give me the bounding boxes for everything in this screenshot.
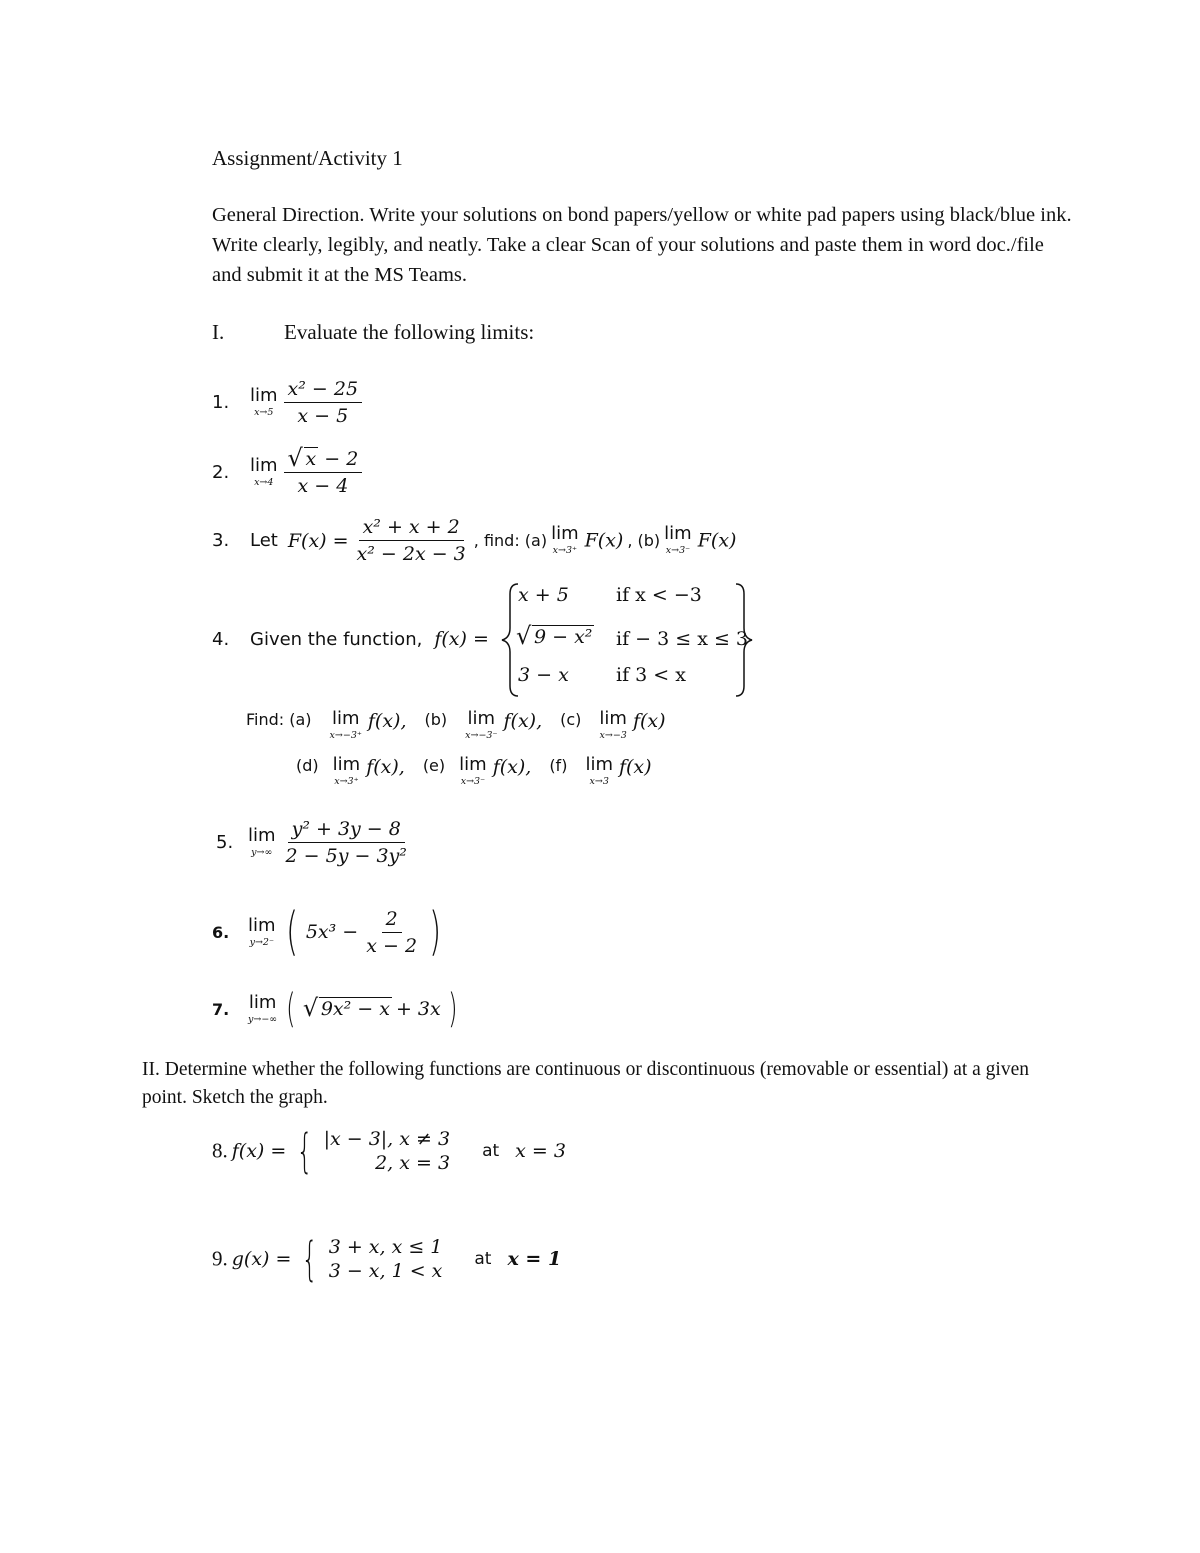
problem-2 [212, 444, 362, 497]
left-paren-icon: ( [285, 902, 298, 962]
fraction: $\frac{2}{x - 2}$ [366, 907, 418, 957]
right-paren-icon: ) [429, 902, 442, 962]
limit-operator: lim x→3⁻ [664, 523, 692, 557]
problem-3: 3. Let F(x) = $\frac{\text{x² + x + 2}}{\text{x² − 2x − 3}}$ , find: (a) lim x→3⁺ F(x) , (b) lim x→3⁻ F(x) [212, 516, 737, 565]
section-heading: Evaluate the following limits: [284, 320, 535, 344]
case-3-expr: 3 − x [518, 664, 569, 686]
radical-icon: √ [302, 994, 319, 1022]
case-1-cond: if x < −3 [616, 584, 702, 606]
document-title: Assignment/Activity 1 [212, 146, 403, 170]
left-paren-icon: ( [286, 986, 296, 1032]
limit-operator: lim x→4 [250, 455, 278, 489]
problem-7: 7. lim y→−∞ ( √ 9x² − x + 3x ) [212, 986, 458, 1032]
fraction: $\frac{\text{x² − 25}}{x - 5}$ [284, 378, 363, 427]
problem-1 [212, 378, 362, 427]
brace-icon: { [302, 1232, 319, 1286]
problem-4-find-row-1: Find: (a) lim x→−3⁺ f(x), (b) lim x→−3⁻ f(x), (c) lim x→−3 f(x) [246, 708, 666, 741]
radical-icon: √ [516, 622, 532, 650]
case-2-cond: if − 3 ≤ x ≤ 3 [616, 628, 748, 650]
problem-number: 2. [212, 462, 230, 483]
fraction: $\frac{\text{y² + 3y − 8}}{\text{2 − 5y − 3y²}}$ [285, 818, 407, 867]
limit-operator: lim x→3⁺ [551, 523, 579, 557]
problem-4-find-row-2: (d) lim x→3⁺ f(x), (e) lim x→3⁻ f(x), (f) lim x→3 f(x) [296, 754, 652, 787]
problem-5 [216, 818, 411, 867]
case-2-expr: √ 9 − x² [516, 622, 593, 650]
limit-operator: lim y→2⁻ [248, 914, 276, 948]
case-1-expr: x + 5 [518, 584, 569, 606]
problem-number: 3. [212, 530, 230, 551]
section-2-text: II. Determine whether the following functions are continuous or discontinuous (removable or essential) at a given point. Sketch the graph. [142, 1059, 1029, 1108]
problem-9: 9. g(x) = { 3 + x, x ≤ 1 3 − x, 1 < x at x = 1 [212, 1232, 562, 1286]
radical-icon: √ [287, 444, 303, 472]
problem-number: 6. [212, 922, 230, 942]
problem-4-label: 4. Given the function, f(x) = [212, 628, 489, 650]
problem-number: 1. [212, 392, 230, 413]
fraction: √ x − 2 x − 4 [284, 448, 363, 497]
limit-operator: lim y→−∞ [248, 991, 278, 1025]
right-paren-icon: ) [447, 986, 458, 1032]
section-numeral: I. [212, 320, 225, 344]
problem-number: 5. [216, 832, 234, 853]
problem-8: 8. f(x) = { |x − 3|, x ≠ 3 2, x = 3 at x = 3 [212, 1124, 566, 1178]
general-direction: General Direction. Write your solutions on bond papers/yellow or white pad papers using black/blue ink. Write clearly, legibly, and neatly. Take a clear Scan of your solutions and paste them in word doc./file and submit it at the MS Teams. [212, 204, 1072, 286]
case-3-cond: if 3 < x [616, 664, 686, 686]
problem-number: 7. [212, 999, 230, 1019]
brace-icon: { [296, 1124, 313, 1178]
fraction: $\frac{\text{x² + x + 2}}{\text{x² − 2x − 3}}$ [356, 516, 466, 565]
limit-operator: lim x→5 [250, 385, 278, 419]
limit-operator: lim y→∞ [248, 825, 276, 859]
problem-6: 6. lim y→2⁻ ( 5x³ − $\frac{2}{x - 2}$ ) [212, 902, 442, 962]
